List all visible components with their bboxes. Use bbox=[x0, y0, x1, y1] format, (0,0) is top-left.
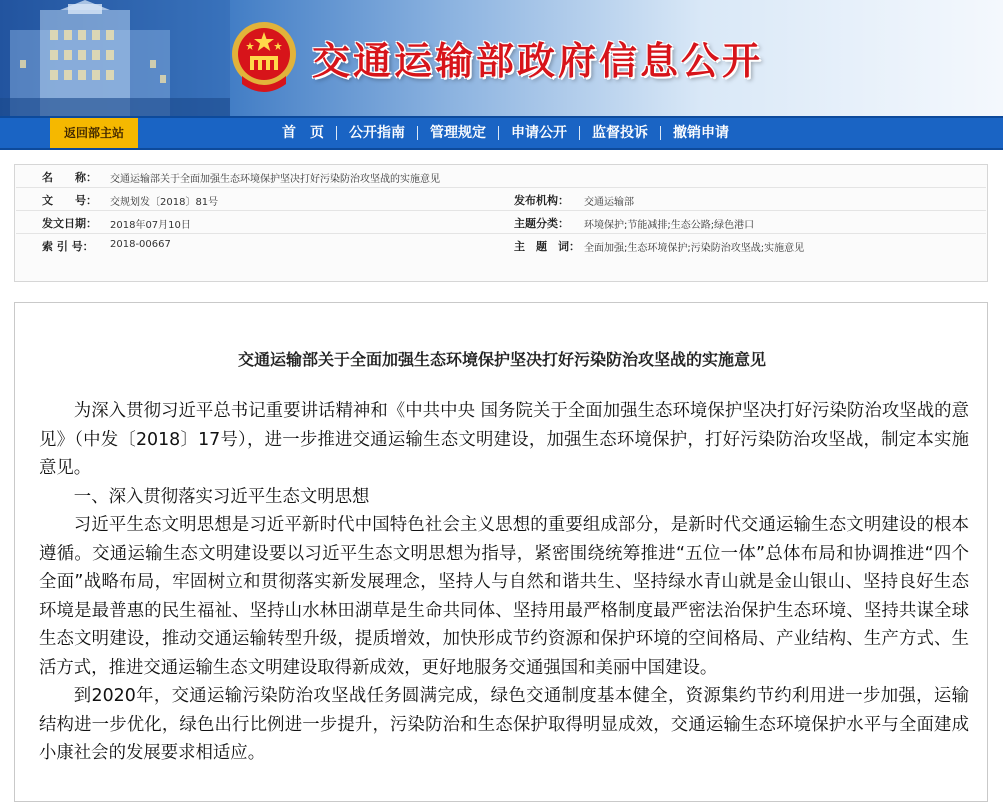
article-title: 交通运输部关于全面加强生态环境保护坚决打好污染防治攻坚战的实施意见 bbox=[237, 350, 766, 369]
meta-row-docno bbox=[16, 188, 986, 211]
article-body bbox=[39, 397, 969, 768]
article-paragraph: 习近平生态文明思想是习近平新时代中国特色社会主义思想的重要组成部分，是新时代交通运输生态文明建设的根本遵循。交通运输生态文明建设要以习近平生态文明思想为指导，紧密围绕统筹推进“五位一体”总体布局和协调推进“四个全面”战略布局，牢固树立和贯彻落实新发展理念，坚持人与自然和谐共生、坚持绿水青山就是金山银山、坚持良好生态环境是最普惠的民生福祉、坚持山水林田湖草是生命共同体、坚持用最严格制度最严密法治保护生态环境、坚持共谋全球生态文明建设，推动交通运输转型升级，提质增效，加快形成节约资源和保护环境的空间格局、产业结构、生产方式、生活方式，推进交通运输生态文明建设取得新成效，更好地服务交通强国和美丽中国建设。 bbox=[39, 515, 969, 678]
nav-item-apply[interactable]: 申请公开 bbox=[511, 125, 567, 141]
category-value: 环境保护;节能减排;生态公路;绿色港口 bbox=[584, 220, 755, 231]
back-to-main-site-button[interactable]: 返回部主站 bbox=[50, 118, 138, 148]
keywords-value: 全面加强;生态环境保护;污染防治攻坚战;实施意见 bbox=[584, 243, 805, 254]
document-metadata bbox=[14, 164, 988, 282]
doc-no-value: 交规划发〔2018〕81号 bbox=[110, 197, 219, 208]
nav-separator bbox=[660, 126, 661, 140]
category-label: 主题分类： bbox=[514, 217, 569, 230]
name-value: 交通运输部关于全面加强生态环境保护坚决打好污染防治攻坚战的实施意见 bbox=[110, 174, 440, 185]
nav-separator bbox=[498, 126, 499, 140]
nav-separator bbox=[417, 126, 418, 140]
doc-no-label: 文 号： bbox=[42, 194, 97, 207]
nav-item-revoke[interactable]: 撤销申请 bbox=[673, 125, 729, 141]
date-value: 2018年07月10日 bbox=[110, 220, 191, 231]
nav-links bbox=[270, 118, 741, 148]
nav-item-guide[interactable]: 公开指南 bbox=[349, 125, 405, 141]
keywords-label: 主 题 词： bbox=[514, 240, 580, 253]
nav-separator bbox=[579, 126, 580, 140]
meta-row-index bbox=[16, 234, 986, 257]
nav-item-regulations[interactable]: 管理规定 bbox=[430, 125, 486, 141]
header-banner bbox=[0, 0, 1003, 116]
national-emblem-icon bbox=[228, 18, 300, 96]
nav-item-complaints[interactable]: 监督投诉 bbox=[592, 125, 648, 141]
article-paragraph: 到2020年，交通运输污染防治攻坚战任务圆满完成，绿色交通制度基本健全，资源集约节约利用进一步加强，运输结构进一步优化，绿色出行比例进一步提升，污染防治和生态保护取得明显成效，交通运输生态环境保护水平与全面建成小康社会的发展要求相适应。 bbox=[39, 686, 969, 763]
building-illustration bbox=[0, 0, 230, 116]
article-content bbox=[14, 302, 988, 802]
nav-separator bbox=[336, 126, 337, 140]
site-title: 交通运输部政府信息公开 bbox=[312, 38, 764, 83]
main-nav bbox=[0, 116, 1003, 150]
meta-row-date bbox=[16, 211, 986, 234]
index-label: 索 引 号： bbox=[42, 240, 94, 253]
index-value: 2018-00667 bbox=[110, 239, 171, 250]
issuer-value: 交通运输部 bbox=[584, 197, 634, 208]
date-label: 发文日期： bbox=[42, 217, 97, 230]
nav-item-home[interactable]: 首 页 bbox=[282, 125, 324, 141]
article-paragraph: 为深入贯彻习近平总书记重要讲话精神和《中共中央 国务院关于全面加强生态环境保护坚决打好污染防治攻坚战的意见》（中发〔2018〕17号），进一步推进交通运输生态文明建设，加强生态环境保护，打好污染防治攻坚战，制定本实施意见。 bbox=[39, 401, 969, 478]
issuer-label: 发布机构： bbox=[514, 194, 569, 207]
name-label: 名 称： bbox=[42, 171, 97, 184]
article-section-heading: 一、深入贯彻落实习近平生态文明思想 bbox=[73, 486, 370, 507]
meta-row-name bbox=[16, 165, 986, 188]
